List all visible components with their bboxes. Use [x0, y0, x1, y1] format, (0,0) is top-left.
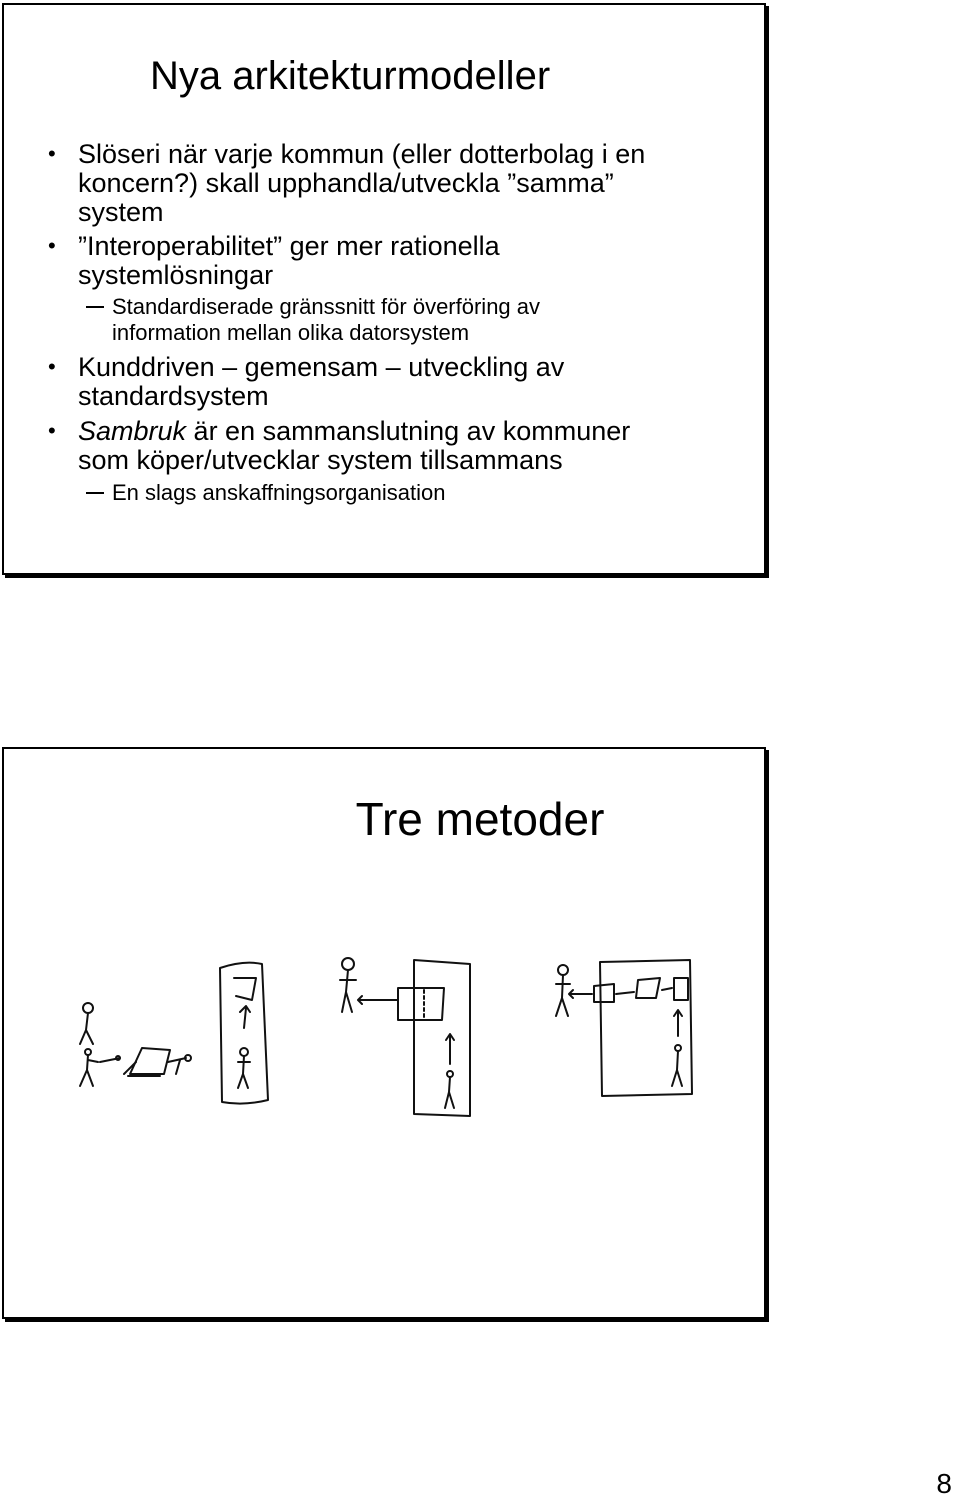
method-1-drawing: [80, 1003, 191, 1086]
method-2-drawing: [220, 963, 268, 1104]
bullet-2-line-2: systemlösningar: [78, 260, 274, 290]
sub-dash: [86, 492, 104, 494]
bullet-1-line-1: Slöseri när varje kommun (eller dotterbolag i en: [78, 139, 646, 169]
sub-dash: [86, 306, 104, 308]
bullet-3-line-1: Kunddriven – gemensam – utveckling av: [78, 352, 565, 382]
bullet-dot: •: [48, 233, 56, 258]
sub-bullet-2-line-1: En slags anskaffningsorganisation: [112, 480, 446, 505]
bullet-1-line-2: koncern?) skall upphandla/utveckla ”samma”: [78, 168, 614, 198]
slide-1-bullets: [0, 0, 960, 600]
slide-1-title: Nya arkitekturmodeller: [150, 54, 551, 98]
bullet-1-line-3: system: [78, 197, 164, 227]
bullet-4-line-1-rest: är en sammanslutning av kommuner: [186, 416, 631, 446]
three-methods-sketch-icon: [0, 940, 760, 1120]
slide-2-title: Tre metoder: [355, 793, 605, 845]
bullet-dot: •: [48, 141, 56, 166]
sub-bullet-1-line-2: information mellan olika datorsystem: [112, 320, 470, 345]
bullet-dot: •: [48, 354, 56, 379]
sambruk-emphasis: Sambruk: [78, 416, 187, 446]
method-3-drawing: [340, 958, 470, 1116]
method-4-drawing: [556, 960, 692, 1096]
bullet-3-line-2: standardsystem: [78, 381, 269, 411]
sub-bullet-1-line-1: Standardiserade gränssnitt för överföring av: [112, 294, 541, 319]
bullet-dot: •: [48, 418, 56, 443]
bullet-4-line-2: som köper/utvecklar system tillsammans: [78, 445, 563, 475]
bullet-4-line-1: [78, 416, 630, 446]
bullet-2-line-1: ”Interoperabilitet” ger mer rationella: [78, 231, 500, 261]
page-number: 8: [936, 1468, 952, 1499]
